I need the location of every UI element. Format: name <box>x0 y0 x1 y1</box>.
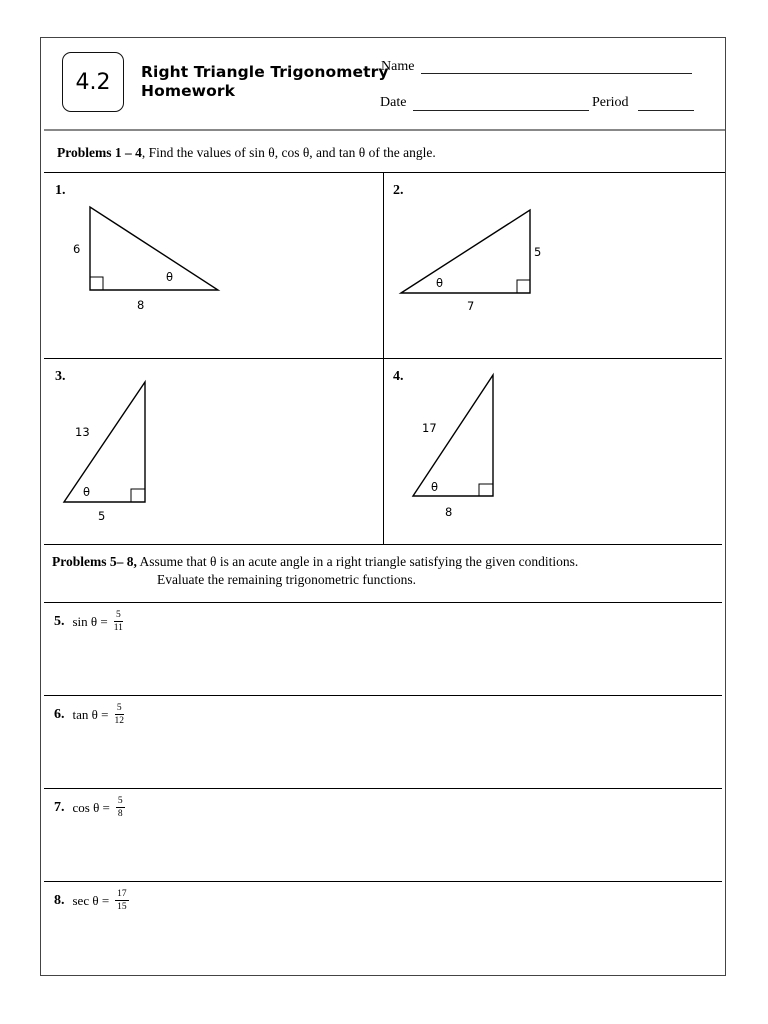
triangle-4-horizontal-leg: 8 <box>445 505 453 519</box>
part2-heading-bold: Problems 5– 8, <box>52 554 137 569</box>
triangle-3-horizontal-leg: 5 <box>98 509 106 523</box>
triangle-2-horizontal-leg: 7 <box>467 299 475 313</box>
fraction-denominator: 8 <box>117 809 123 819</box>
date-label: Date <box>380 95 407 110</box>
triangle-2-angle: θ <box>436 276 444 290</box>
triangle-1-angle: θ <box>166 270 174 284</box>
problem-8 <box>54 889 129 912</box>
problem-6-expression: tan θ = <box>72 706 109 722</box>
triangle-1-vertical-leg: 6 <box>73 242 81 256</box>
triangle-3-hypotenuse: 13 <box>75 425 90 439</box>
problem-7-expression: cos θ = <box>72 799 110 815</box>
problem-5-number: 5. <box>54 613 65 629</box>
problem-5-fraction <box>114 610 123 633</box>
problem-6-number: 6. <box>54 706 65 722</box>
part2-heading-line2: Evaluate the remaining trigonometric functions. <box>157 572 417 587</box>
fraction-denominator: 15 <box>117 902 127 912</box>
right-angle-marker <box>517 280 530 293</box>
period-label: Period <box>592 95 629 110</box>
problem-7 <box>54 796 125 819</box>
triangle-4-hypotenuse: 17 <box>422 421 437 435</box>
problem-8-expression: sec θ = <box>72 892 110 908</box>
triangle-4-angle: θ <box>431 480 439 494</box>
triangle-3-angle: θ <box>83 485 91 499</box>
triangle-3 <box>64 382 145 502</box>
part2-heading-text: Assume that θ is an acute angle in a right triangle satisfying the given conditions. <box>136 554 579 569</box>
problem-4-number: 4. <box>393 369 404 384</box>
section-number: 4.2 <box>75 69 111 95</box>
title-line-2: Homework <box>141 82 236 100</box>
problem-7-number: 7. <box>54 799 65 815</box>
part1-heading-text: , Find the values of sin θ, cos θ, and tan θ of the angle. <box>141 145 436 160</box>
fraction-numerator: 5 <box>115 610 121 620</box>
right-angle-marker <box>479 484 493 496</box>
problem-8-number: 8. <box>54 892 65 908</box>
problem-5 <box>54 610 123 633</box>
triangle-2 <box>401 210 530 293</box>
fraction-numerator: 5 <box>116 703 122 713</box>
triangle-2-vertical-leg: 5 <box>534 245 542 259</box>
problem-6-fraction <box>114 703 124 726</box>
problem-6 <box>54 703 124 726</box>
problem-8-fraction <box>115 889 129 912</box>
triangle-1 <box>90 207 218 290</box>
problem-5-expression: sin θ = <box>72 613 108 629</box>
title-line-1: Right Triangle Trigonometry <box>141 63 389 81</box>
fraction-numerator: 5 <box>117 796 123 806</box>
fraction-numerator: 17 <box>117 889 127 899</box>
name-label: Name <box>381 59 415 74</box>
triangle-4 <box>413 375 493 496</box>
fraction-denominator: 11 <box>113 623 123 633</box>
triangle-1-horizontal-leg: 8 <box>137 298 145 312</box>
problem-7-fraction <box>116 796 125 819</box>
problem-2-number: 2. <box>393 183 404 198</box>
problem-1-number: 1. <box>55 183 66 198</box>
fraction-denominator: 12 <box>114 716 124 726</box>
problem-3-number: 3. <box>55 369 66 384</box>
part1-heading-bold: Problems 1 – 4 <box>57 145 142 160</box>
right-angle-marker <box>131 489 145 502</box>
part2-instructions <box>52 554 712 588</box>
right-angle-marker <box>90 277 103 290</box>
